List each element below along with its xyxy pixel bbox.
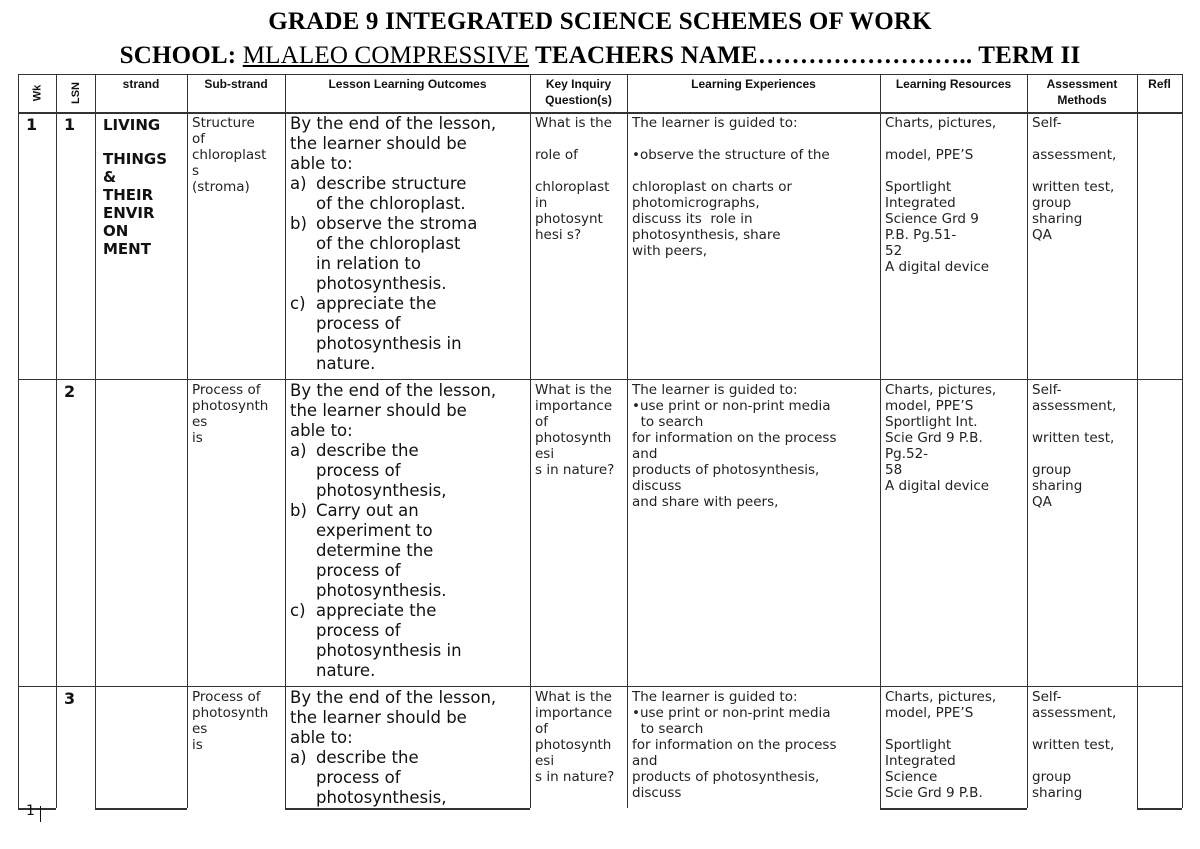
cell-line (1032, 414, 1132, 430)
cell-line: the learner should be (290, 401, 467, 420)
learning-outcomes-cell (285, 686, 530, 808)
outcome-label: c) (290, 601, 306, 620)
cell-line: By the end of the lesson, (290, 381, 497, 400)
cell-line: What is the (535, 115, 612, 131)
cell-line: discuss (632, 785, 682, 801)
cell-line: photosynthesis in (316, 334, 462, 353)
column-divider (530, 74, 531, 808)
header-assessment-label: Assessment Methods (1046, 77, 1118, 107)
cell-line: products of photosynthesis, (632, 769, 820, 785)
cell-line: photosynthesis, (316, 481, 447, 500)
outcome-text (316, 294, 462, 374)
cell-line: for information on the process (632, 430, 837, 446)
experiences-cell (627, 686, 880, 808)
cell-line: sharing (1032, 211, 1083, 227)
cell-line: process of (316, 314, 401, 333)
sub-strand-cell (187, 112, 285, 379)
cell-line: photosynth (535, 737, 612, 753)
cell-line: •observe the structure of the (632, 147, 830, 163)
cell-line: nature. (316, 661, 376, 680)
week-number (18, 379, 56, 686)
assessment-cell (1027, 686, 1137, 808)
header-strand (95, 74, 187, 112)
cell-line: model, PPE’S (885, 705, 974, 721)
cell-line: group (1032, 462, 1072, 478)
page-number-divider (40, 806, 41, 822)
cell-line: process of (316, 768, 401, 787)
header-inquiry (530, 74, 627, 112)
outcome-text (316, 748, 447, 808)
strand-cell (95, 112, 187, 379)
cell-line: A digital device (885, 478, 990, 494)
page-number: 1 (26, 803, 35, 819)
teacher-term-label: TEACHERS NAME…………………….. TERM II (529, 42, 1081, 69)
cell-line: and (632, 446, 658, 462)
week-number: 1 (26, 115, 38, 134)
document-subtitle (0, 42, 1200, 70)
cell-line: esi (535, 753, 555, 769)
cell-line: ENVIR (103, 204, 155, 222)
cell-line (632, 163, 875, 179)
header-lsn-label: LSN (69, 82, 82, 104)
header-lsn (56, 74, 95, 112)
cell-line: hesi s? (535, 227, 582, 243)
cell-line: es (192, 414, 208, 430)
outcome-label: c) (290, 294, 306, 313)
cell-line: assessment, (1032, 705, 1117, 721)
column-divider (1137, 74, 1138, 808)
sub-strand-cell (187, 686, 285, 808)
resources-cell (880, 686, 1027, 808)
resources-cell (880, 379, 1027, 686)
cell-line: assessment, (1032, 398, 1117, 414)
header-strand-label: strand (122, 77, 160, 91)
header-outcomes-label: Lesson Learning Outcomes (328, 77, 487, 91)
outcome-item (290, 214, 525, 294)
cell-line: photosynth (535, 430, 612, 446)
cell-line: What is the (535, 382, 612, 398)
cell-line: is (192, 430, 203, 446)
cell-line: and (632, 753, 658, 769)
cell-line: s (192, 163, 200, 179)
cell-line: able to: (290, 728, 353, 747)
row-divider (18, 686, 1182, 687)
column-divider (56, 74, 57, 808)
cell-line: importance (535, 398, 613, 414)
cell-line: for information on the process (632, 737, 837, 753)
outcome-label: b) (290, 501, 307, 520)
cell-line: Carry out an (316, 501, 419, 520)
strand-cell (95, 379, 187, 686)
cell-line: ON (103, 222, 129, 240)
cell-line: THINGS (103, 150, 168, 168)
table-border-right (1182, 74, 1183, 808)
cell-line: group (1032, 195, 1072, 211)
assessment-cell (1027, 112, 1137, 379)
school-name: MLALEO COMPRESSIVE (242, 42, 530, 69)
column-divider (285, 74, 286, 808)
cell-line: written test, (1032, 430, 1115, 446)
school-label: SCHOOL: (119, 42, 243, 69)
cell-line: of (535, 414, 549, 430)
cell-line: P.B. Pg.51- (885, 227, 957, 243)
cell-line: of (535, 721, 549, 737)
cell-line: Sportlight (885, 737, 952, 753)
cell-line: observe the stroma (316, 214, 478, 233)
cell-line: appreciate the (316, 601, 437, 620)
cell-line: of the chloroplast (316, 234, 461, 253)
cell-line: describe the (316, 441, 419, 460)
resources-cell (880, 112, 1027, 379)
cell-line: The learner is guided to: (632, 382, 798, 398)
cell-line: process of (316, 461, 401, 480)
cell-line (1032, 753, 1132, 769)
cell-line: appreciate the (316, 294, 437, 313)
cell-line: photosynt (535, 211, 603, 227)
cell-line: determine the (316, 541, 434, 560)
cell-line: able to: (290, 421, 353, 440)
strand-cell (95, 686, 187, 808)
cell-line: photomicrographs, (632, 195, 760, 211)
cell-line (885, 721, 1022, 737)
column-divider (880, 74, 881, 808)
cell-line: Scie Grd 9 P.B. (885, 785, 983, 801)
cell-line: photosynthesis in (316, 641, 462, 660)
cell-line: A digital device (885, 259, 990, 275)
outcome-item (290, 174, 525, 214)
cell-line: in relation to (316, 254, 421, 273)
header-outcomes (285, 74, 530, 112)
cell-line: Charts, pictures, (885, 689, 997, 705)
row-bottom-border (1137, 808, 1182, 810)
cell-line: By the end of the lesson, (290, 688, 497, 707)
reflection-cell (1137, 112, 1182, 379)
cell-line: MENT (103, 240, 151, 258)
column-divider (95, 74, 96, 808)
cell-line: Scie Grd 9 P.B. (885, 430, 983, 446)
cell-line: is (192, 737, 203, 753)
assessment-cell (1027, 379, 1137, 686)
header-sub-strand-label: Sub-strand (204, 77, 268, 91)
row-bottom-border (880, 808, 1027, 810)
cell-line: discuss (632, 478, 682, 494)
cell-line: & (103, 168, 117, 186)
cell-line: describe structure (316, 174, 467, 193)
learning-outcomes-cell (285, 379, 530, 686)
cell-line: Integrated (885, 195, 956, 211)
week-number (18, 686, 56, 808)
cell-line: Sportlight (885, 179, 952, 195)
table-border-top (18, 74, 1182, 75)
header-reflection (1137, 74, 1182, 112)
cell-line (1032, 163, 1132, 179)
document-title: GRADE 9 INTEGRATED SCIENCE SCHEMES OF WORK (268, 8, 932, 35)
cell-line: process of (316, 621, 401, 640)
cell-line: discuss its role in (632, 211, 753, 227)
cell-line: photosynthesis. (316, 581, 447, 600)
cell-line: Self- (1032, 115, 1062, 131)
header-wk-label: Wk (31, 84, 43, 102)
cell-line: in (535, 195, 548, 211)
cell-line: with peers, (632, 243, 707, 259)
outcome-label: b) (290, 214, 307, 233)
inquiry-cell (530, 112, 627, 379)
column-divider (18, 74, 19, 808)
outcome-label: a) (290, 441, 307, 460)
cell-line: and share with peers, (632, 494, 779, 510)
cell-line: s in nature? (535, 462, 615, 478)
cell-line: role of (535, 147, 578, 163)
cell-line: Pg.52- (885, 446, 929, 462)
header-wk (18, 74, 56, 112)
cell-line: •use print or non-print media (632, 398, 831, 414)
column-divider (1027, 74, 1028, 808)
cell-line: sharing (1032, 478, 1083, 494)
outcome-label: a) (290, 748, 307, 767)
experiences-cell (627, 379, 880, 686)
inquiry-cell (530, 686, 627, 808)
cell-line (535, 163, 622, 179)
column-divider (187, 74, 188, 808)
cell-line: esi (535, 446, 555, 462)
cell-line: model, PPE’S (885, 398, 974, 414)
cell-line (885, 131, 1022, 147)
row-bottom-border (285, 808, 530, 810)
header-resources (880, 74, 1027, 112)
header-inquiry-label: Key Inquiry Question(s) (545, 77, 612, 107)
cell-line: Integrated (885, 753, 956, 769)
cell-line: s in nature? (535, 769, 615, 785)
outcome-text (316, 174, 466, 214)
cell-line: photosynth (192, 398, 269, 414)
cell-line: chloroplast (535, 179, 610, 195)
reflection-cell (1137, 379, 1182, 686)
cell-line: chloroplast (192, 147, 267, 163)
cell-line: Process of (192, 689, 261, 705)
lesson-number: 2 (64, 382, 76, 401)
row-bottom-border (18, 808, 56, 810)
cell-line: to search (632, 721, 704, 737)
header-divider (18, 112, 1182, 114)
cell-line: (stroma) (192, 179, 250, 195)
column-divider (627, 74, 628, 808)
cell-line: photosynth (192, 705, 269, 721)
cell-line: •use print or non-print media (632, 705, 831, 721)
cell-line: written test, (1032, 179, 1115, 195)
cell-line: nature. (316, 354, 376, 373)
cell-line: photosynthesis, share (632, 227, 781, 243)
cell-line: able to: (290, 154, 353, 173)
cell-line: THEIR (103, 186, 154, 204)
cell-line (535, 131, 622, 147)
lesson-number: 3 (64, 689, 76, 708)
cell-line: process of (316, 561, 401, 580)
outcome-label: a) (290, 174, 307, 193)
cell-line: sharing (1032, 785, 1083, 801)
cell-line: Sportlight Int. (885, 414, 978, 430)
cell-line: of the chloroplast. (316, 194, 466, 213)
cell-line: written test, (1032, 737, 1115, 753)
outcome-text (316, 214, 477, 294)
cell-line: chloroplast on charts or (632, 179, 793, 195)
header-assessment (1027, 74, 1137, 112)
cell-line: Structure (192, 115, 255, 131)
cell-line: The learner is guided to: (632, 115, 798, 131)
cell-line: the learner should be (290, 134, 467, 153)
cell-line (103, 134, 179, 150)
lesson-number: 1 (64, 115, 76, 134)
cell-line: By the end of the lesson, (290, 114, 497, 133)
cell-line: describe the (316, 748, 419, 767)
cell-line: Process of (192, 382, 261, 398)
cell-line (1032, 131, 1132, 147)
outcome-item (290, 601, 525, 681)
header-experiences-label: Learning Experiences (691, 77, 816, 91)
inquiry-cell (530, 379, 627, 686)
cell-line: photosynthesis, (316, 788, 447, 807)
cell-line: Charts, pictures, (885, 382, 997, 398)
header-experiences (627, 74, 880, 112)
cell-line: products of photosynthesis, (632, 462, 820, 478)
reflection-cell (1137, 686, 1182, 808)
header-reflection-label: Refl (1148, 77, 1171, 91)
sub-strand-cell (187, 379, 285, 686)
header-resources-label: Learning Resources (895, 77, 1012, 91)
cell-line: the learner should be (290, 708, 467, 727)
row-bottom-border (95, 808, 187, 810)
cell-line: QA (1032, 227, 1052, 243)
cell-line (885, 163, 1022, 179)
header-sub-strand (187, 74, 285, 112)
cell-line: of (192, 131, 206, 147)
cell-line: QA (1032, 494, 1052, 510)
row-divider (18, 379, 1182, 380)
outcome-item (290, 441, 525, 501)
cell-line: importance (535, 705, 613, 721)
learning-outcomes-cell (285, 112, 530, 379)
cell-line: The learner is guided to: (632, 689, 798, 705)
cell-line: Science (885, 769, 938, 785)
outcome-text (316, 501, 447, 601)
cell-line: photosynthesis. (316, 274, 447, 293)
cell-line (1032, 721, 1132, 737)
outcome-item (290, 748, 525, 808)
cell-line: What is the (535, 689, 612, 705)
cell-line: Self- (1032, 382, 1062, 398)
cell-line: 52 (885, 243, 903, 259)
cell-line: model, PPE’S (885, 147, 974, 163)
cell-line: LIVING (103, 116, 161, 134)
outcome-item (290, 501, 525, 601)
cell-line: Science Grd 9 (885, 211, 979, 227)
cell-line: es (192, 721, 208, 737)
outcome-text (316, 601, 462, 681)
experiences-cell (627, 112, 880, 379)
outcome-item (290, 294, 525, 374)
cell-line: experiment to (316, 521, 433, 540)
cell-line: assessment, (1032, 147, 1117, 163)
outcome-text (316, 441, 447, 501)
cell-line (632, 131, 875, 147)
cell-line: group (1032, 769, 1072, 785)
cell-line (1032, 446, 1132, 462)
cell-line: to search (632, 414, 704, 430)
cell-line: 58 (885, 462, 903, 478)
cell-line: Charts, pictures, (885, 115, 997, 131)
cell-line: Self- (1032, 689, 1062, 705)
